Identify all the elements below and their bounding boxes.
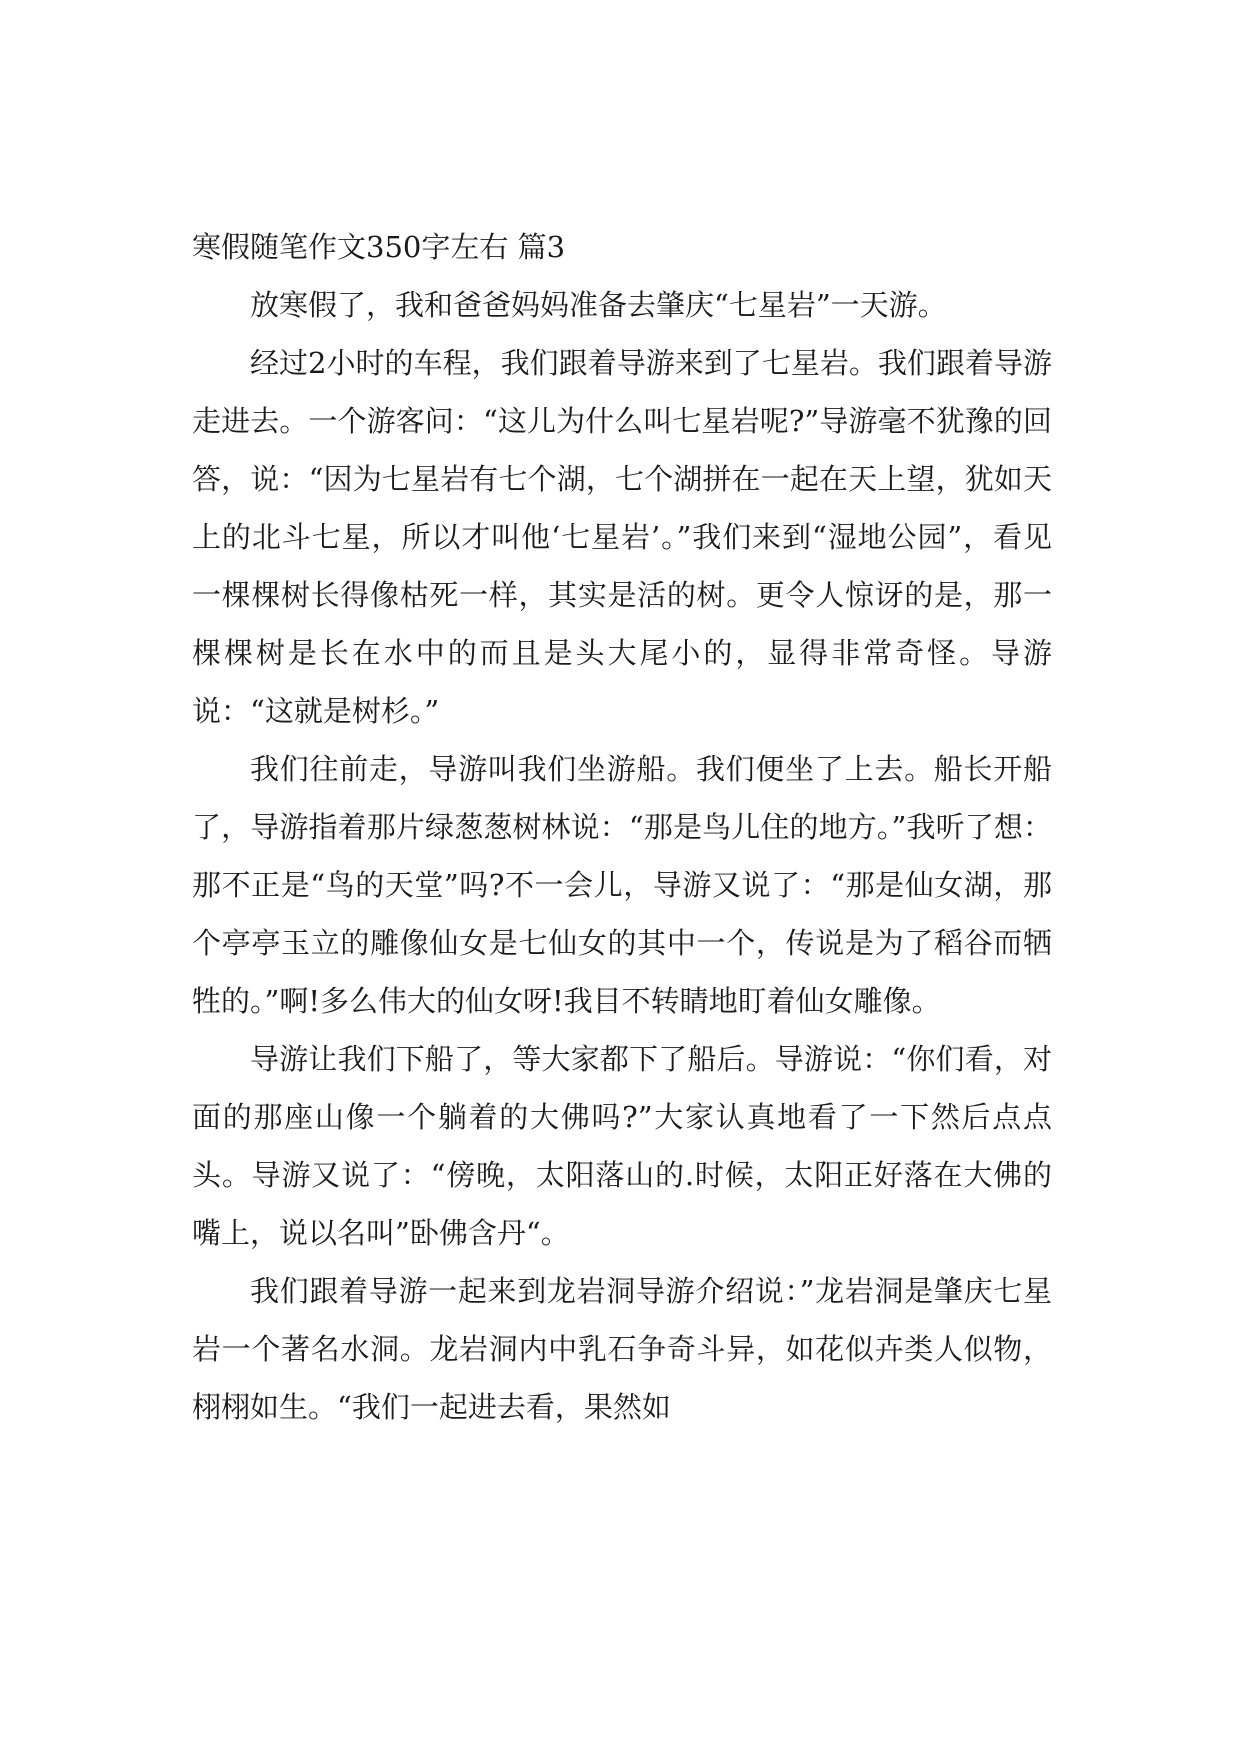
paragraph-2: 经过2小时的车程，我们跟着导游来到了七星岩。我们跟着导游走进去。一个游客问：“这儿为什么叫七星岩呢?”导游毫不犹豫的回答，说：“因为七星岩有七个湖，七个湖拼在一起在天上望，犹如天上的北斗七星，所以才叫他‘七星岩’。”我们来到“湿地公园”，看见一棵棵树长得像枯死一样，其实是活的树。更令人惊讶的是，那一棵棵树是长在水中的而且是头大尾小的，显得非常奇怪。导游说：“这就是树杉。” — [192, 346, 1052, 728]
paragraph-1: 放寒假了，我和爸爸妈妈准备去肇庆“七星岩”一天游。 — [250, 288, 947, 322]
paragraph-5: 我们跟着导游一起来到龙岩洞导游介绍说：”龙岩洞是肇庆七星岩一个著名水洞。龙岩洞内中乳石争奇斗异，如花似卉类人似物，栩栩如生。“我们一起进去看，果然如 — [192, 1274, 1052, 1424]
paragraph-3: 我们往前走，导游叫我们坐游船。我们便坐了上去。船长开船了，导游指着那片绿葱葱树林说：“那是鸟儿住的地方。”我听了想：那不正是“鸟的天堂”吗?不一会儿，导游又说了：“那是仙女湖，那个亭亭玉立的雕像仙女是七仙女的其中一个，传说是为了稻谷而牺牲的。”啊!多么伟大的仙女呀!我目不转睛地盯着仙女雕像。 — [192, 752, 1052, 1018]
paragraph-4: 导游让我们下船了，等大家都下了船后。导游说：“你们看，对面的那座山像一个躺着的大佛吗?”大家认真地看了一下然后点点头。导游又说了：“傍晚，太阳落山的.时候，太阳正好落在大佛的嘴上，说以名叫”卧佛含丹“。 — [192, 1042, 1052, 1250]
document-body — [192, 218, 1052, 1436]
document-title: 寒假随笔作文350字左右 篇3 — [192, 230, 566, 264]
